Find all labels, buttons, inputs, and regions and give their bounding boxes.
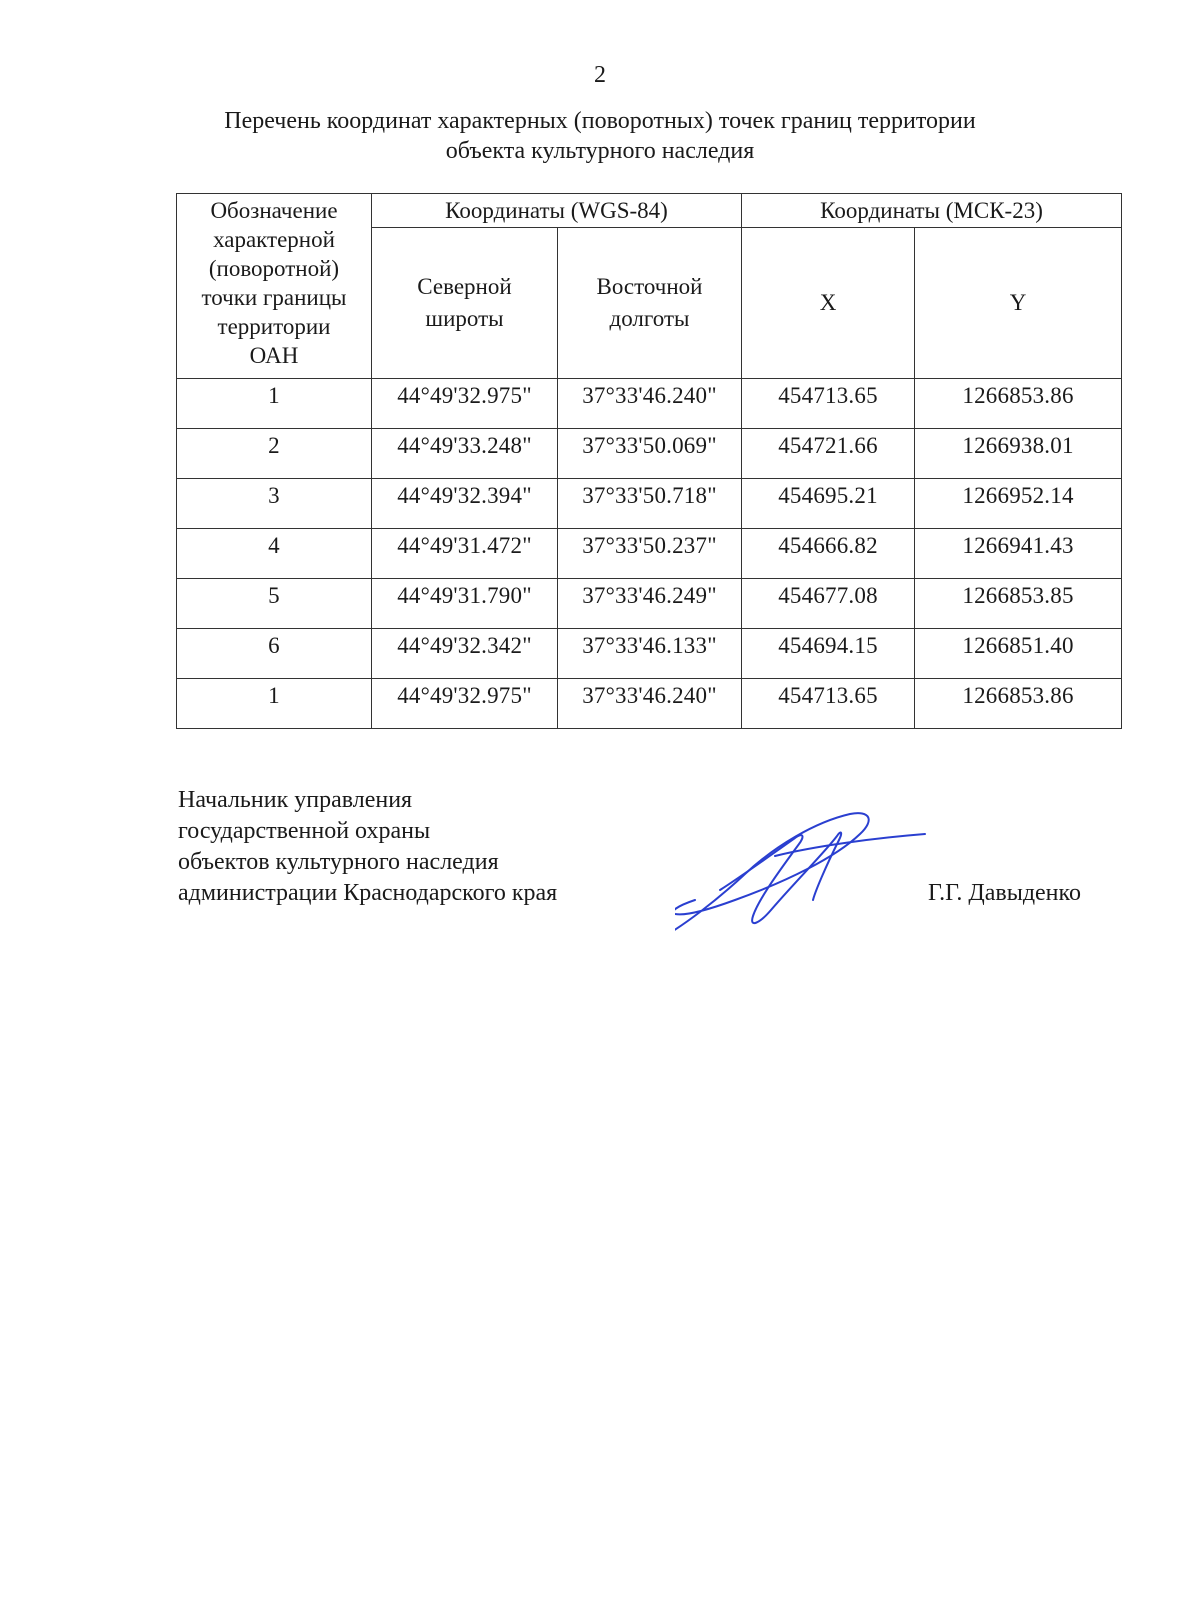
signatory-position [178, 785, 557, 909]
cell-latitude: 44°49'32.975" [372, 679, 558, 729]
cell-point-number: 4 [177, 529, 372, 579]
header-designation [177, 194, 372, 379]
header-wgs84: Координаты (WGS-84) [372, 194, 742, 228]
position-line: Начальник управления [178, 787, 413, 813]
cell-point-number: 1 [177, 379, 372, 429]
header-designation-line: ОАН [249, 343, 299, 368]
cell-latitude: 44°49'31.790" [372, 579, 558, 629]
cell-longitude: 37°33'46.249" [558, 579, 742, 629]
header-latitude-line: Северной [417, 274, 512, 299]
header-designation-line: характерной [213, 227, 335, 252]
header-longitude-line: Восточной [596, 274, 703, 299]
position-line: администрации Краснодарского края [178, 880, 558, 906]
header-designation-line: (поворотной) [208, 256, 340, 281]
cell-longitude: 37°33'46.133" [558, 629, 742, 679]
cell-latitude: 44°49'32.975" [372, 379, 558, 429]
cell-longitude: 37°33'50.718" [558, 479, 742, 529]
header-longitude [558, 228, 742, 379]
table-row [177, 479, 1122, 529]
cell-x: 454666.82 [742, 529, 915, 579]
signature-stroke [675, 813, 869, 936]
cell-y: 1266941.43 [915, 529, 1122, 579]
table-row [177, 629, 1122, 679]
table-row [177, 379, 1122, 429]
position-line: государственной охраны [178, 818, 431, 844]
table-row [177, 579, 1122, 629]
cell-longitude: 37°33'50.069" [558, 429, 742, 479]
cell-point-number: 1 [177, 679, 372, 729]
cell-y: 1266853.86 [915, 379, 1122, 429]
title-line-2: объекта культурного наследия [445, 138, 755, 164]
cell-x: 454713.65 [742, 379, 915, 429]
header-msk23: Координаты (МСК-23) [742, 194, 1122, 228]
cell-latitude: 44°49'31.472" [372, 529, 558, 579]
header-designation-line: точки границы [201, 285, 347, 310]
document-title [130, 106, 1070, 166]
table-row [177, 529, 1122, 579]
header-y: Y [915, 228, 1122, 379]
cell-x: 454695.21 [742, 479, 915, 529]
header-designation-line: Обозначение [210, 198, 338, 223]
cell-latitude: 44°49'32.394" [372, 479, 558, 529]
cell-point-number: 5 [177, 579, 372, 629]
page-number: 2 [594, 62, 606, 88]
cell-longitude: 37°33'46.240" [558, 679, 742, 729]
table-row [177, 679, 1122, 729]
cell-y: 1266853.86 [915, 679, 1122, 729]
cell-point-number: 6 [177, 629, 372, 679]
cell-y: 1266938.01 [915, 429, 1122, 479]
cell-longitude: 37°33'50.237" [558, 529, 742, 579]
title-line-1: Перечень координат характерных (поворотных) точек границ территории [224, 108, 976, 134]
coordinates-table [176, 193, 1122, 729]
cell-point-number: 2 [177, 429, 372, 479]
cell-latitude: 44°49'33.248" [372, 429, 558, 479]
cell-x: 454694.15 [742, 629, 915, 679]
cell-x: 454721.66 [742, 429, 915, 479]
cell-longitude: 37°33'46.240" [558, 379, 742, 429]
header-x: X [742, 228, 915, 379]
cell-y: 1266851.40 [915, 629, 1122, 679]
cell-y: 1266952.14 [915, 479, 1122, 529]
cell-x: 454677.08 [742, 579, 915, 629]
cell-point-number: 3 [177, 479, 372, 529]
cell-x: 454713.65 [742, 679, 915, 729]
header-designation-line: территории [217, 314, 331, 339]
header-longitude-line: долготы [609, 306, 690, 331]
handwritten-signature [675, 812, 955, 952]
header-latitude [372, 228, 558, 379]
cell-latitude: 44°49'32.342" [372, 629, 558, 679]
header-latitude-line: широты [425, 306, 504, 331]
table-row [177, 429, 1122, 479]
cell-y: 1266853.85 [915, 579, 1122, 629]
position-line: объектов культурного наследия [178, 849, 499, 875]
signer-name: Г.Г. Давыденко [928, 880, 1081, 906]
